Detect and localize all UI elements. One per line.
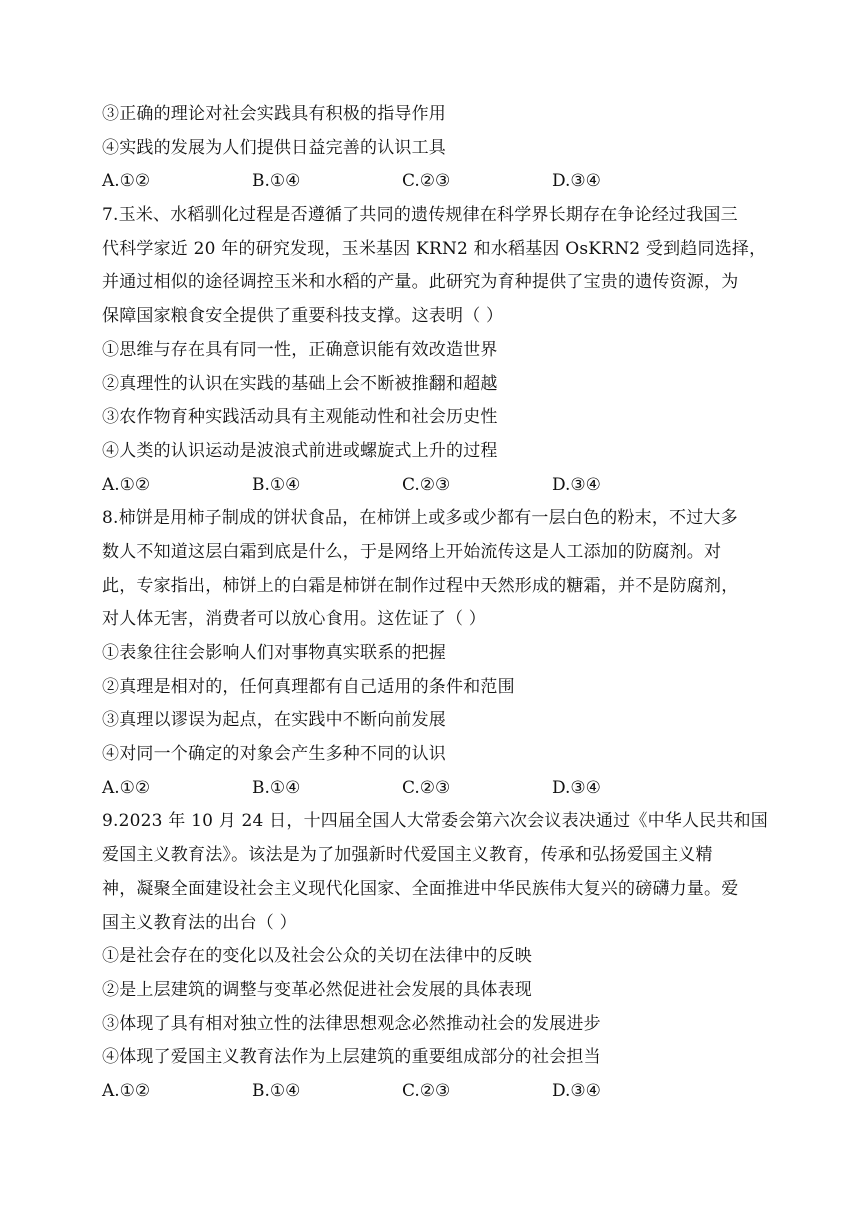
q7-item-3: ③农作物育种实践活动具有主观能动性和社会历史性 <box>102 407 498 428</box>
q8-option-d: D.③④ <box>552 777 601 798</box>
q7-option-b: B.①④ <box>252 474 301 495</box>
q6-item-4: ④实践的发展为人们提供日益完善的认识工具 <box>102 137 446 158</box>
q7-option-c: C.②③ <box>402 474 451 495</box>
q9-stem-line: 9.2023 年 10 月 24 日，十四届全国人大常委会第六次会议表决通过《中华人民共和国 <box>102 811 768 832</box>
q7-stem-line: 代科学家近 20 年的研究发现，玉米基因 KRN2 和水稻基因 OsKRN2 受到趋同选择， <box>102 238 767 259</box>
q9-stem-line: 神，凝聚全面建设社会主义现代化国家、全面推进中华民族伟大复兴的磅礴力量。爱 <box>102 878 739 899</box>
q9-item-3: ③体现了具有相对独立性的法律思想观念必然推动社会的发展进步 <box>102 1013 601 1034</box>
q6-option-a: A.①② <box>102 171 151 192</box>
question-8 <box>102 502 762 805</box>
q9-item-2: ②是上层建筑的调整与变革必然促进社会发展的具体表现 <box>102 979 532 1000</box>
q7-stem-line: 7.玉米、水稻驯化过程是否遵循了共同的遗传规律在科学界长期存在争论经过我国三 <box>102 205 738 226</box>
q7-option-d: D.③④ <box>552 474 601 495</box>
q7-stem-line: 保障国家粮食安全提供了重要科技支撑。这表明（ ） <box>102 306 504 327</box>
q6-item-3: ③正确的理论对社会实践具有积极的指导作用 <box>102 104 446 124</box>
q8-item-4: ④对同一个确定的对象会产生多种不同的认识 <box>102 744 446 765</box>
q8-option-b: B.①④ <box>252 777 301 798</box>
question-6 <box>102 98 762 199</box>
q9-item-1: ①是社会存在的变化以及社会公众的关切在法律中的反映 <box>102 946 532 967</box>
q8-item-2: ②真理是相对的，任何真理都有自己适用的条件和范围 <box>102 676 515 697</box>
q7-options <box>102 469 762 503</box>
q6-option-b: B.①④ <box>252 171 301 192</box>
q9-stem-line: 爱国主义教育法》。该法是为了加强新时代爱国主义教育，传承和弘扬爱国主义精 <box>102 845 713 866</box>
q8-option-c: C.②③ <box>402 777 451 798</box>
q6-options <box>102 165 762 199</box>
q8-item-1: ①表象往往会影响人们对事物真实联系的把握 <box>102 643 446 663</box>
q7-option-a: A.①② <box>102 474 151 495</box>
q8-stem-line: 对人体无害，消费者可以放心食用。这佐证了（ ） <box>102 609 487 630</box>
q8-stem-line: 数人不知道这层白霜到底是什么，于是网络上开始流传这是人工添加的防腐剂。对 <box>102 541 722 562</box>
q8-option-a: A.①② <box>102 777 151 798</box>
q8-stem-line: 8.柿饼是用柿子制成的饼状食品，在柿饼上或多或少都有一层白色的粉末，不过大多 <box>102 508 738 529</box>
q8-options <box>102 772 762 806</box>
q7-stem-line: 并通过相似的途径调控玉米和水稻的产量。此研究为育种提供了宝贵的遗传资源，为 <box>102 272 739 293</box>
q9-stem-line: 国主义教育法的出台（ ） <box>102 912 297 933</box>
question-7 <box>102 199 767 502</box>
q9-option-c: C.②③ <box>402 1080 451 1101</box>
exam-page <box>102 98 768 1109</box>
q8-item-3: ③真理以谬误为起点，在实践中不断向前发展 <box>102 710 446 731</box>
question-9 <box>102 805 768 1108</box>
q7-item-4: ④人类的认识运动是波浪式前进或螺旋式上升的过程 <box>102 440 498 461</box>
q9-option-a: A.①② <box>102 1080 151 1101</box>
q7-item-1: ①思维与存在具有同一性，正确意识能有效改造世界 <box>102 339 498 360</box>
q9-option-b: B.①④ <box>252 1080 301 1101</box>
q9-item-4: ④体现了爱国主义教育法作为上层建筑的重要组成部分的社会担当 <box>102 1047 601 1068</box>
q6-option-d: D.③④ <box>552 171 601 192</box>
q7-item-2: ②真理性的认识在实践的基础上会不断被推翻和超越 <box>102 373 498 394</box>
q6-option-c: C.②③ <box>402 171 451 192</box>
q9-option-d: D.③④ <box>552 1080 601 1101</box>
q8-stem-line: 此，专家指出，柿饼上的白霜是柿饼在制作过程中天然形成的糖霜，并不是防腐剂， <box>102 575 739 596</box>
q9-options <box>102 1075 762 1109</box>
